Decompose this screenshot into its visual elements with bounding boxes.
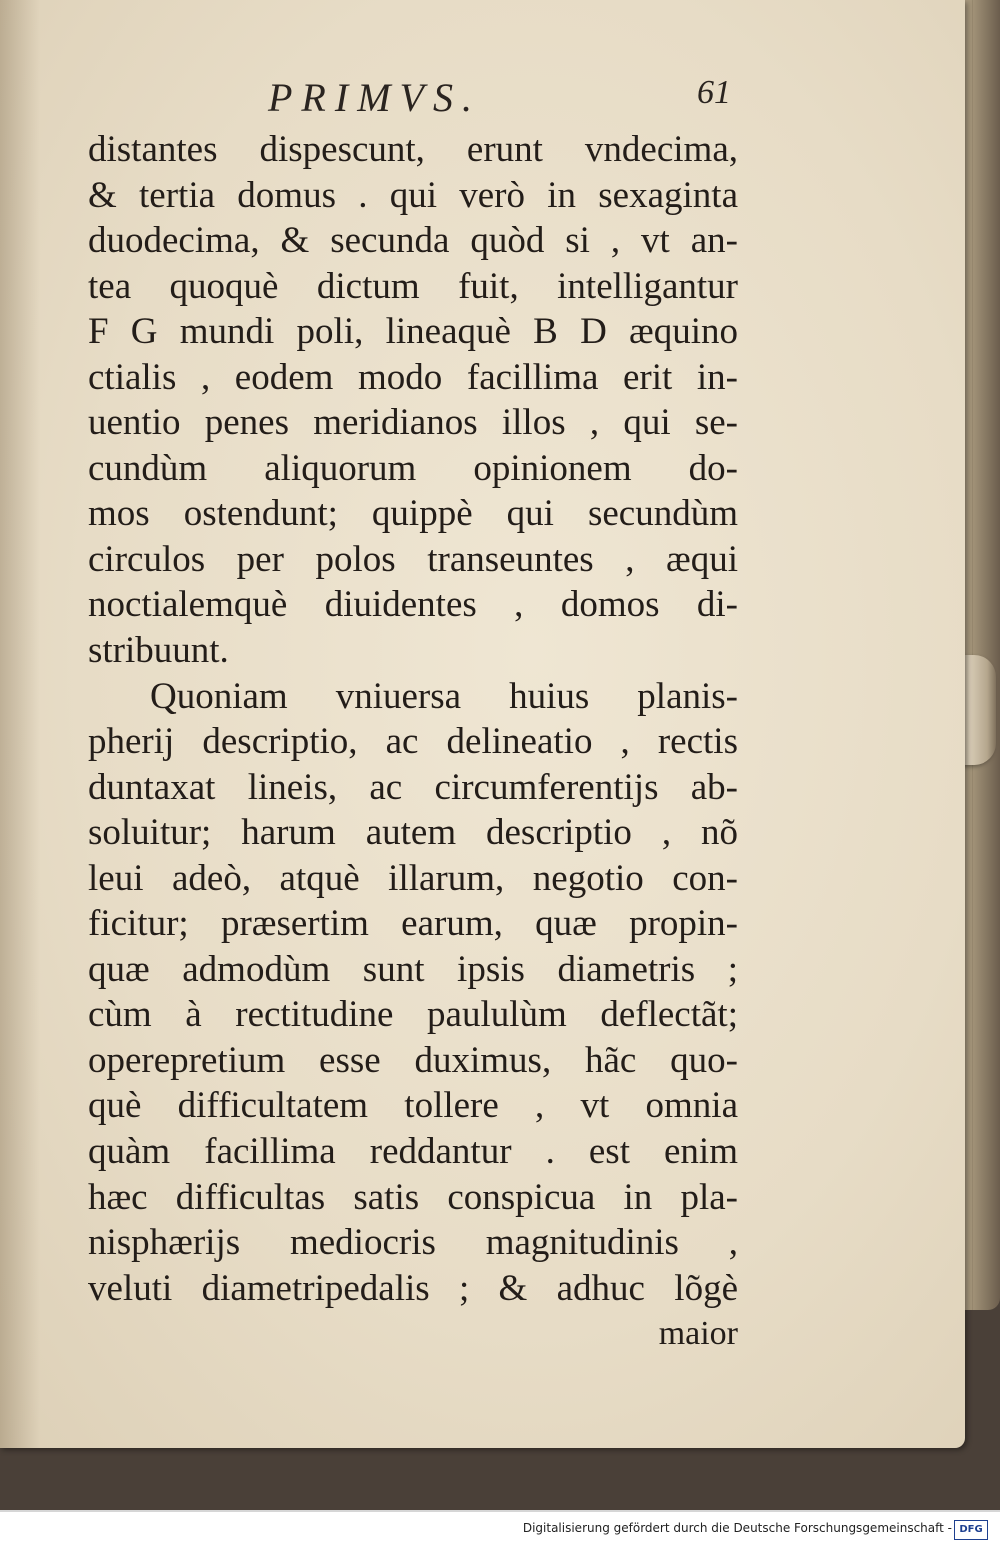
text-line: cùm à rectitudine paululùm deflectãt;	[88, 994, 738, 1036]
text-line: quæ admodùm sunt ipsis diametris ;	[88, 948, 738, 990]
text-line: duntaxat lineis, ac circumferentijs ab-	[88, 766, 738, 808]
text-line: leui adeò, atquè illarum, negotio con-	[88, 857, 738, 899]
text-line: distantes dispescunt, erunt vndecima,	[88, 129, 738, 170]
dfg-logo: DFG	[954, 1520, 988, 1540]
text-line: mos ostendunt; quippè qui secundùm	[88, 493, 738, 535]
text-line: ctialis , eodem modo facillima erit in-	[88, 356, 738, 398]
paragraph-first-line: Quoniam vniuersa huius planis-	[150, 675, 738, 717]
text-line: F G mundi poli, lineaquè B D æquino	[88, 311, 738, 353]
text-line: soluitur; harum autem descriptio , nõ	[88, 812, 738, 854]
text-line: duodecima, & secunda quòd si , vt an-	[88, 220, 738, 262]
text-block	[88, 127, 738, 1357]
text-line: ficitur; præsertim earum, quæ propin-	[88, 903, 738, 945]
text-line: stribuunt.	[88, 630, 229, 672]
text-line: pherij descriptio, ac delineatio , rectis	[88, 721, 738, 763]
text-line: veluti diametripedalis ; & adhuc lõgè	[88, 1267, 738, 1309]
gutter-shadow	[0, 0, 40, 1448]
footer-bar	[0, 1510, 1000, 1550]
footer-divider	[0, 1510, 1000, 1512]
catchword: maior	[658, 1315, 738, 1353]
text-line: què difficultatem tollere , vt omnia	[88, 1085, 738, 1127]
text-line: & tertia domus . qui verò in sexaginta	[88, 174, 738, 216]
text-line: tea quoquè dictum fuit, intelligantur	[88, 265, 738, 307]
text-line: noctialemquè diuidentes , domos di-	[88, 584, 738, 626]
text-line: uentio penes meridianos illos , qui se-	[88, 402, 738, 444]
text-line: operepretium esse duximus, hãc quo-	[88, 1039, 738, 1081]
text-line: circulos per polos transeuntes , æqui	[88, 538, 738, 580]
text-line: quàm facillima reddantur . est enim	[88, 1131, 738, 1173]
text-line: hæc difficultas satis conspicua in pla-	[88, 1176, 738, 1218]
funding-credit: Digitalisierung gefördert durch die Deutsche Forschungsgemeinschaft -	[522, 1521, 952, 1535]
page-number: 61	[697, 74, 731, 111]
running-head: PRIMVS.	[268, 75, 481, 120]
text-line: nisphærijs mediocris magnitudinis ,	[88, 1222, 738, 1264]
text-line: cundùm aliquorum opinionem do-	[88, 447, 738, 489]
